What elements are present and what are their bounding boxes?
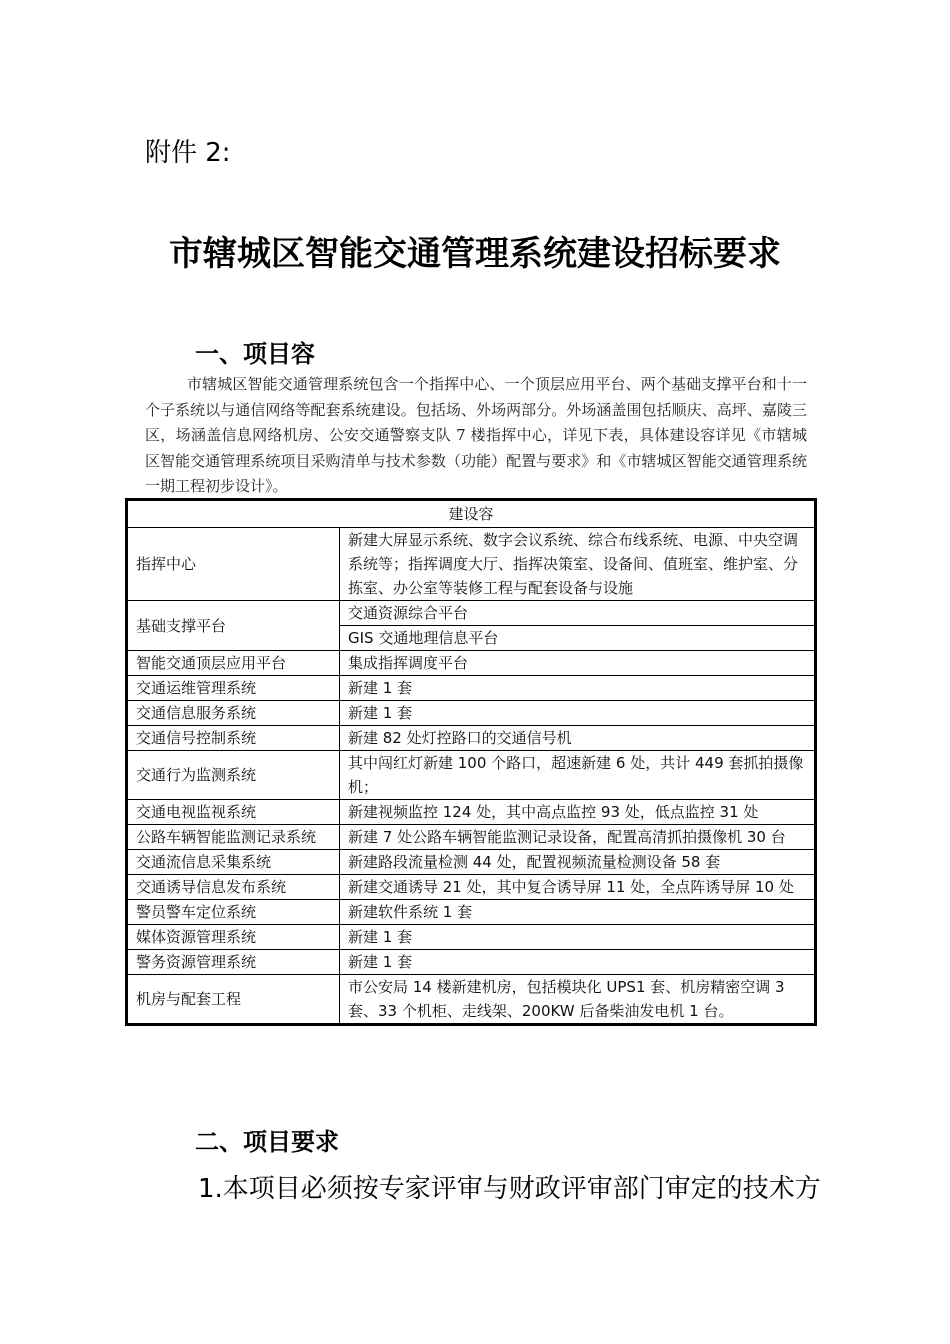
section-heading-2: 二、项目要求 bbox=[195, 1128, 339, 1156]
section-heading-1: 一、项目容 bbox=[195, 340, 315, 368]
construction-table bbox=[125, 498, 817, 1026]
system-name-cell: 警员警车定位系统 bbox=[127, 900, 340, 925]
system-name-cell: 交通信号控制系统 bbox=[127, 726, 340, 751]
table-row bbox=[127, 950, 816, 975]
construction-content-cell: 其中闯红灯新建 100 个路口，超速新建 6 处，共计 449 套抓拍摄像机； bbox=[340, 751, 816, 800]
system-name-cell: 交通电视监视系统 bbox=[127, 800, 340, 825]
table-row bbox=[127, 726, 816, 751]
system-name-cell: 交通运维管理系统 bbox=[127, 676, 340, 701]
system-name-cell: 交通信息服务系统 bbox=[127, 701, 340, 726]
system-name-cell: 智能交通顶层应用平台 bbox=[127, 651, 340, 676]
table-row bbox=[127, 528, 816, 601]
table-row bbox=[127, 601, 816, 626]
requirement-item-1: 1.本项目必须按专家评审与财政评审部门审定的技术方 bbox=[198, 1174, 821, 1204]
table-row bbox=[127, 825, 816, 850]
table-body bbox=[127, 528, 816, 1025]
table-row bbox=[127, 925, 816, 950]
construction-content-cell: 新建 1 套 bbox=[340, 950, 816, 975]
system-name-cell: 公路车辆智能监测记录系统 bbox=[127, 825, 340, 850]
document-title: 市辖城区智能交通管理系统建设招标要求 bbox=[169, 234, 781, 274]
table-row bbox=[127, 701, 816, 726]
system-name-cell: 基础支撑平台 bbox=[127, 601, 340, 651]
system-name-cell: 交通行为监测系统 bbox=[127, 751, 340, 800]
construction-content-cell: 新建交通诱导 21 处，其中复合诱导屏 11 处，全点阵诱导屏 10 处 bbox=[340, 875, 816, 900]
attachment-label: 附件 2: bbox=[145, 138, 231, 168]
system-name-cell: 机房与配套工程 bbox=[127, 975, 340, 1025]
table-row bbox=[127, 975, 816, 1025]
intro-paragraph: 市辖城区智能交通管理系统包含一个指挥中心、一个顶层应用平台、两个基础支撑平台和十一个子系统以与通信网络等配套系统建设。包括场、外场两部分。外场涵盖围包括顺庆、高坪、嘉陵三区，场涵盖信息网络机房、公安交通警察支队 7 楼指挥中心，详见下表，具体建设容详见《市辖城区智能交通管理系统项目采购清单与技术参数（功能）配置与要求》和《市辖城区智能交通管理系统一期工程初步设计》。 bbox=[145, 375, 807, 495]
construction-content-cell: 新建 7 处公路车辆智能监测记录设备，配置高清抓拍摄像机 30 台 bbox=[340, 825, 816, 850]
table-row bbox=[127, 651, 816, 676]
construction-content-cell: 新建 1 套 bbox=[340, 925, 816, 950]
system-name-cell: 交通诱导信息发布系统 bbox=[127, 875, 340, 900]
construction-content-cell: 市公安局 14 楼新建机房，包括模块化 UPS1 套、机房精密空调 3 套、33 个机柜、走线架、200KW 后备柴油发电机 1 台。 bbox=[340, 975, 816, 1025]
construction-content-cell: 新建 1 套 bbox=[340, 701, 816, 726]
construction-content-cell: 交通资源综合平台 bbox=[340, 601, 816, 626]
system-name-cell: 警务资源管理系统 bbox=[127, 950, 340, 975]
construction-content-cell: 新建路段流量检测 44 处，配置视频流量检测设备 58 套 bbox=[340, 850, 816, 875]
system-name-cell: 指挥中心 bbox=[127, 528, 340, 601]
table-header: 建设容 bbox=[127, 500, 816, 528]
table-row bbox=[127, 751, 816, 800]
table-row bbox=[127, 900, 816, 925]
system-name-cell: 交通流信息采集系统 bbox=[127, 850, 340, 875]
system-name-cell: 媒体资源管理系统 bbox=[127, 925, 340, 950]
table-row bbox=[127, 676, 816, 701]
construction-content-cell: GIS 交通地理信息平台 bbox=[340, 626, 816, 651]
construction-content-cell: 新建 1 套 bbox=[340, 676, 816, 701]
table-row bbox=[127, 800, 816, 825]
construction-content-cell: 新建大屏显示系统、数字会议系统、综合布线系统、电源、中央空调系统等；指挥调度大厅、指挥决策室、设备间、值班室、维护室、分拣室、办公室等装修工程与配套设备与设施 bbox=[340, 528, 816, 601]
construction-content-cell: 集成指挥调度平台 bbox=[340, 651, 816, 676]
table-header-row bbox=[127, 500, 816, 528]
table-row bbox=[127, 850, 816, 875]
construction-content-cell: 新建软件系统 1 套 bbox=[340, 900, 816, 925]
construction-content-cell: 新建 82 处灯控路口的交通信号机 bbox=[340, 726, 816, 751]
construction-content-cell: 新建视频监控 124 处，其中高点监控 93 处，低点监控 31 处 bbox=[340, 800, 816, 825]
table-row bbox=[127, 875, 816, 900]
